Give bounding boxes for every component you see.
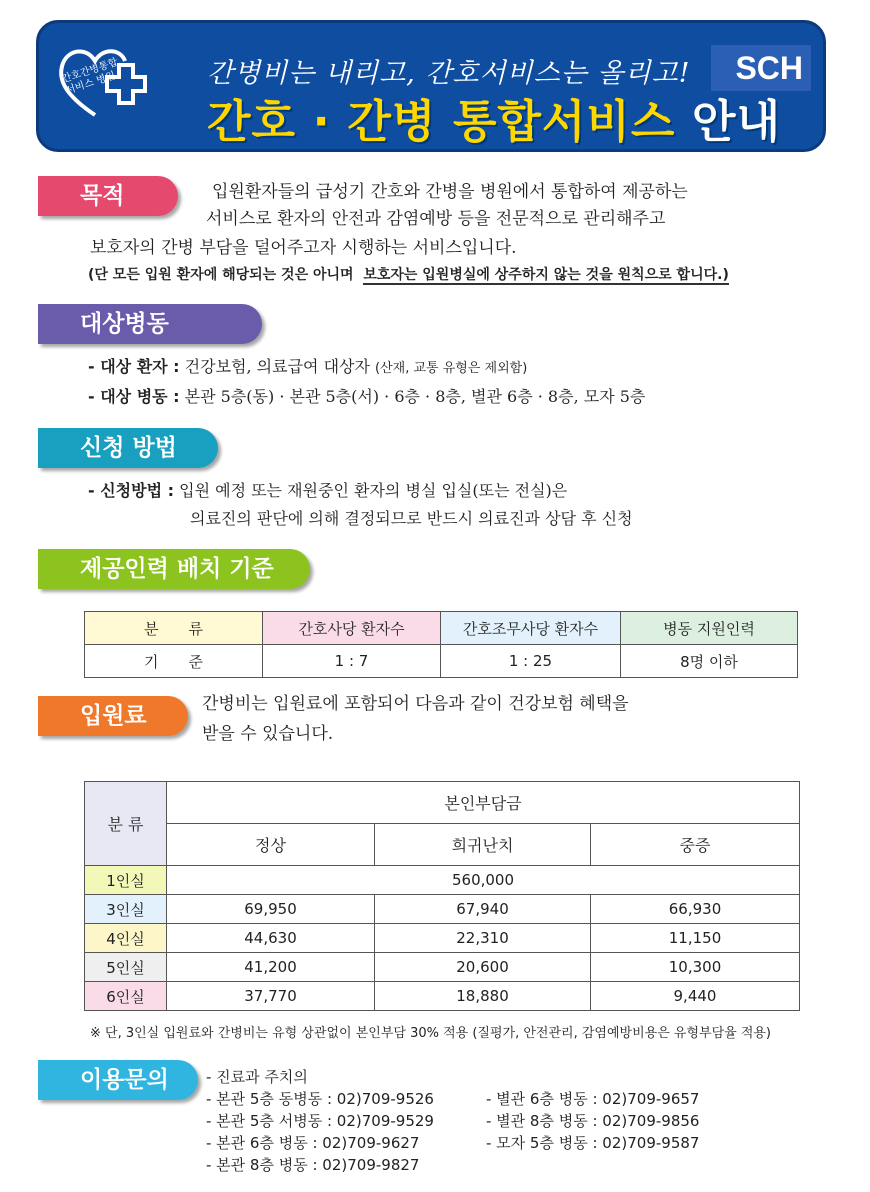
section-purpose-label: 목적 — [38, 176, 178, 216]
staffing-header-cell: 간호조무사당 환자수 — [441, 612, 621, 645]
fee-cell: 10,300 — [591, 953, 800, 982]
fee-column-header: 희귀난치 — [375, 824, 591, 866]
purpose-note-prefix: (단 모든 입원 환자에 해당되는 것은 아니며 — [88, 267, 354, 283]
fee-row-label: 6인실 — [85, 982, 167, 1011]
contact-item: - 본관 5층 서병동 : 02)709-9529 — [206, 1112, 434, 1130]
fee-cell: 41,200 — [167, 953, 375, 982]
header-banner — [36, 20, 826, 152]
contact-item: - 본관 5층 동병동 : 02)709-9526 — [206, 1090, 434, 1108]
section-apply-label: 신청 방법 — [38, 428, 218, 468]
contact-item: - 진료과 주치의 — [206, 1068, 308, 1086]
fee-cell: 18,880 — [375, 982, 591, 1011]
staffing-value-cell: 1 : 7 — [263, 645, 441, 678]
wards-patient-row — [88, 354, 527, 382]
wards-ward-value: 본관 5층(동) · 본관 5층(서) · 6층 · 8층, 별관 6층 · 8층, 모자 5층 — [184, 387, 646, 406]
fee-room1-value: 560,000 — [167, 866, 800, 895]
fee-row-6 — [85, 982, 800, 1011]
fee-cell: 37,770 — [167, 982, 375, 1011]
contact-item: - 본관 8층 병동 : 02)709-9827 — [206, 1156, 420, 1174]
purpose-note-underlined: 보호자는 입원병실에 상주하지 않는 것을 원칙으로 합니다.) — [363, 267, 729, 283]
section-staffing-label: 제공인력 배치 기준 — [38, 549, 310, 589]
fee-cell: 69,950 — [167, 895, 375, 924]
fee-row-5 — [85, 953, 800, 982]
staffing-value-row — [85, 645, 798, 678]
wards-ward-key: - 대상 병동 : — [88, 387, 180, 406]
purpose-line-1: 입원환자들의 급성기 간호와 간병을 병원에서 통합하여 제공하는 — [212, 182, 688, 202]
apply-line-2: 의료진의 판단에 의해 결정되므로 반드시 의료진과 상담 후 신청 — [190, 509, 633, 528]
contact-item: - 별관 8층 병동 : 02)709-9856 — [486, 1112, 700, 1130]
fee-column-header: 중증 — [591, 824, 800, 866]
staffing-value-cell: 기 준 — [85, 645, 263, 678]
wards-ward-row — [88, 384, 645, 410]
fee-cell: 20,600 — [375, 953, 591, 982]
contact-left-list — [206, 1066, 434, 1176]
fee-cell: 9,440 — [591, 982, 800, 1011]
contact-right-list — [486, 1088, 699, 1154]
fee-cell: 67,940 — [375, 895, 591, 924]
page-title — [207, 85, 781, 150]
staffing-header-cell: 병동 지원인력 — [621, 612, 798, 645]
staffing-value-cell: 8명 이하 — [621, 645, 798, 678]
fee-corner-cell: 분 류 — [85, 782, 167, 866]
fee-cell: 22,310 — [375, 924, 591, 953]
purpose-line-2: 서비스로 환자의 안전과 감염예방 등을 전문적으로 관리해주고 — [206, 209, 666, 229]
staffing-value-cell: 1 : 25 — [441, 645, 621, 678]
staffing-header-cell: 간호사당 환자수 — [263, 612, 441, 645]
fee-column-row — [85, 824, 800, 866]
fee-table — [84, 781, 800, 1011]
fee-group-header: 본인부담금 — [167, 782, 800, 824]
fee-row-3 — [85, 895, 800, 924]
fee-column-header: 정상 — [167, 824, 375, 866]
fee-line-1: 간병비는 입원료에 포함되어 다음과 같이 건강보험 혜택을 — [202, 694, 629, 714]
contact-item: - 별관 6층 병동 : 02)709-9657 — [486, 1090, 700, 1108]
title-main: 간호 · 간병 통합서비스 — [207, 95, 676, 148]
staffing-header-cell: 분 류 — [85, 612, 263, 645]
purpose-line-3: 보호자의 간병 부담을 덜어주고자 시행하는 서비스입니다. — [90, 238, 517, 258]
staffing-header-row — [85, 612, 798, 645]
fee-row-label: 1인실 — [85, 866, 167, 895]
fee-cell: 44,630 — [167, 924, 375, 953]
apply-line-1: 입원 예정 또는 재원중인 환자의 병실 입실(또는 전실)은 — [179, 481, 568, 500]
title-suffix: 안내 — [692, 95, 781, 148]
staffing-table — [84, 611, 798, 678]
purpose-note — [88, 264, 729, 284]
fee-cell: 66,930 — [591, 895, 800, 924]
apply-row — [88, 478, 567, 504]
fee-row-1 — [85, 866, 800, 895]
brand-logo: SCH — [711, 45, 811, 91]
contact-item: - 본관 6층 병동 : 02)709-9627 — [206, 1134, 420, 1152]
fee-row-label: 3인실 — [85, 895, 167, 924]
fee-row-label: 4인실 — [85, 924, 167, 953]
section-wards-label: 대상병동 — [38, 304, 262, 344]
section-fee-label: 입원료 — [38, 696, 188, 736]
wards-patient-value: 건강보험, 의료급여 대상자 — [184, 357, 370, 376]
section-contact-label: 이용문의 — [38, 1060, 198, 1100]
contact-item: - 모자 5층 병동 : 02)709-9587 — [486, 1134, 700, 1152]
fee-group-row — [85, 782, 800, 824]
fee-row-label: 5인실 — [85, 953, 167, 982]
wards-patient-note: (산재, 교통 유형은 제외함) — [375, 361, 528, 376]
logo-text: 간호간병통합서비스 병원 — [60, 56, 120, 97]
fee-line-2: 받을 수 있습니다. — [202, 724, 334, 744]
apply-key: - 신청방법 : — [88, 481, 175, 500]
fee-cell: 11,150 — [591, 924, 800, 953]
fee-row-4 — [85, 924, 800, 953]
fee-footnote: ※ 단, 3인실 입원료와 간병비는 유형 상관없이 본인부담 30% 적용 (질평가, 안전관리, 감염예방비용은 유형부담율 적용) — [90, 1026, 772, 1041]
wards-patient-key: - 대상 환자 : — [88, 357, 180, 376]
slogan: 간병비는 내리고, 간호서비스는 올리고! — [207, 58, 691, 89]
